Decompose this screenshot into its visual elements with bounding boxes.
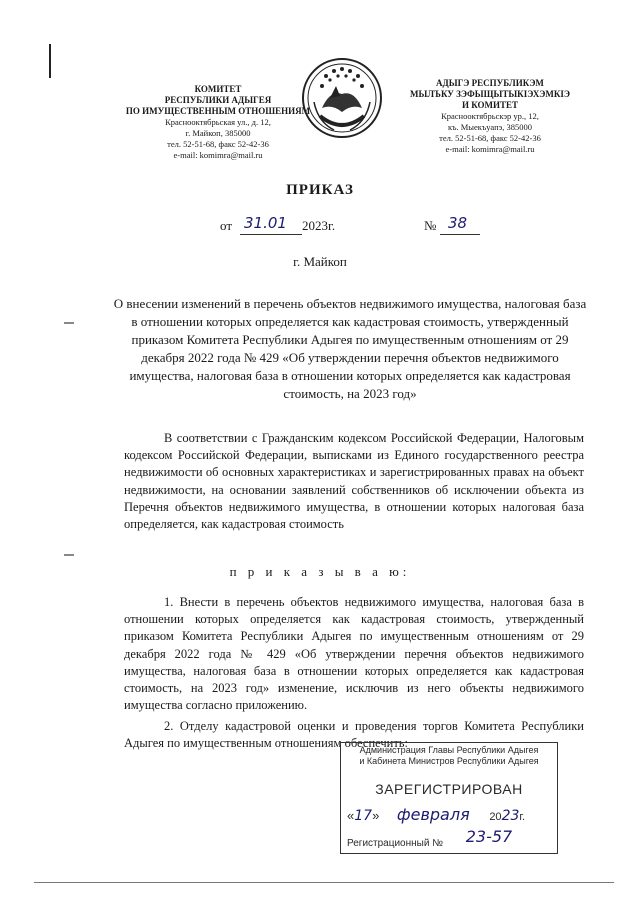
stamp-line1: Администрация Главы Республики Адыгея	[359, 745, 539, 755]
header-left	[108, 84, 328, 161]
stamp-date	[347, 805, 553, 824]
stamp-day: 17	[354, 808, 373, 824]
number-prefix: №	[424, 218, 437, 233]
margin-mark	[49, 44, 51, 78]
scan-mark	[64, 554, 74, 556]
header-right-phone: тел. 52-51-68, факс 52-42-36	[439, 133, 541, 143]
stamp-number: 23-57	[465, 827, 513, 846]
date-suffix: 2023г.	[302, 218, 336, 233]
header-left-address: Краснооктябрьская ул., д. 12,	[165, 117, 271, 127]
header-left-line1: КОМИТЕТ	[194, 84, 242, 94]
stamp-number-label: Регистрационный №	[347, 838, 443, 849]
preamble-paragraph	[124, 430, 584, 533]
stamp-year-suffix: 23	[501, 808, 520, 824]
header-right-line3: И КОМИТЕТ	[461, 100, 519, 110]
date-prefix: от	[220, 218, 233, 233]
header-right-line2: МЫЛЪКУ ЗЭФЫЩЫТЫКІЭХЭМКІЭ	[410, 89, 570, 99]
stamp-year-end: г.	[519, 811, 526, 823]
preamble-text: В соответствии с Гражданским кодексом Российской Федерации, Налоговым кодексом Российской Федерации, выписками из Единого государственного реестра недвижимости об основных характеристиках и зарегистрированных правах на объект недвижимости, на основании заявлений собственников об исключении объекта из Перечня объектов недвижимого имущества, в отношении которых налоговая база определяется, как кадастровая стоимость	[124, 431, 584, 532]
stamp-header	[345, 745, 553, 767]
registration-stamp	[340, 742, 558, 854]
document-city: г. Майкоп	[293, 254, 347, 269]
scan-mark	[64, 322, 74, 324]
header-right-address: Краснооктябрьскэр ур., 12,	[441, 111, 539, 121]
date-handwritten: 31.01	[244, 214, 287, 232]
item2-text: 2. Отделу кадастровой оценки и проведения торгов Комитета Республики Адыгея по имущественным отношениям обеспечить:	[124, 719, 584, 751]
item1-paragraph	[124, 594, 584, 714]
header-left-email: e-mail: komimra@mail.ru	[173, 150, 263, 160]
stamp-registered: ЗАРЕГИСТРИРОВАН	[375, 781, 523, 797]
date-underline	[240, 234, 302, 235]
stamp-year-prefix: 20	[489, 811, 502, 823]
header-left-phone: тел. 52-51-68, факс 52-42-36	[167, 139, 269, 149]
footer-rule	[34, 882, 614, 883]
coat-of-arms-emblem	[300, 56, 384, 140]
number-handwritten: 38	[448, 214, 468, 232]
item1-text: 1. Внести в перечень объектов недвижимого имущества, налоговая база в отношении которых определяется как кадастровая стоимость, утвержденный приказом Комитета Республики Адыгея по имущественным отношениям от 29 декабря 2022 года № 429 «Об утверждении перечня объектов недвижимого имущества, налоговая база в отношении которых определяется как кадастровая стоимость, на 2023 год» изменение, исключив из него объекты недвижимого имущества согласно приложению.	[124, 595, 584, 713]
header-left-line3: ПО ИМУЩЕСТВЕННЫМ ОТНОШЕНИЯМ	[125, 106, 311, 116]
stamp-quote-open: «	[347, 808, 355, 823]
header-left-city: г. Майкоп, 385000	[185, 128, 251, 138]
document-title: ПРИКАЗ	[286, 182, 354, 198]
stamp-line2: и Кабинета Министров Республики Адыгея	[359, 756, 539, 766]
number-underline	[440, 234, 480, 235]
stamp-month: февраля	[396, 805, 470, 824]
header-right-email: e-mail: komimra@mail.ru	[445, 144, 535, 154]
order-word: п р и к а з ы в а ю:	[229, 564, 411, 579]
header-right-line1: АДЫГЭ РЕСПУБЛИКЭМ	[436, 78, 544, 88]
header-left-line2: РЕСПУБЛИКИ АДЫГЕЯ	[164, 95, 272, 105]
header-right	[400, 78, 580, 155]
document-subject: О внесении изменений в перечень объектов недвижимого имущества, налоговая база в отношении которых определяется как кадастровая стоимость, утвержденный приказом Комитета Республики Адыгея по имущественным отношениям от 29 декабря 2022 года № 429 «Об утверждении перечня объектов недвижимого имущества, налоговая база в отношении которых определяется как кадастровая стоимость, на 2023 год»	[113, 296, 587, 401]
stamp-quote-close: »	[372, 808, 380, 823]
header-right-city: къ. Мыекъуапэ, 385000	[447, 122, 533, 132]
stamp-number-row	[347, 827, 553, 850]
